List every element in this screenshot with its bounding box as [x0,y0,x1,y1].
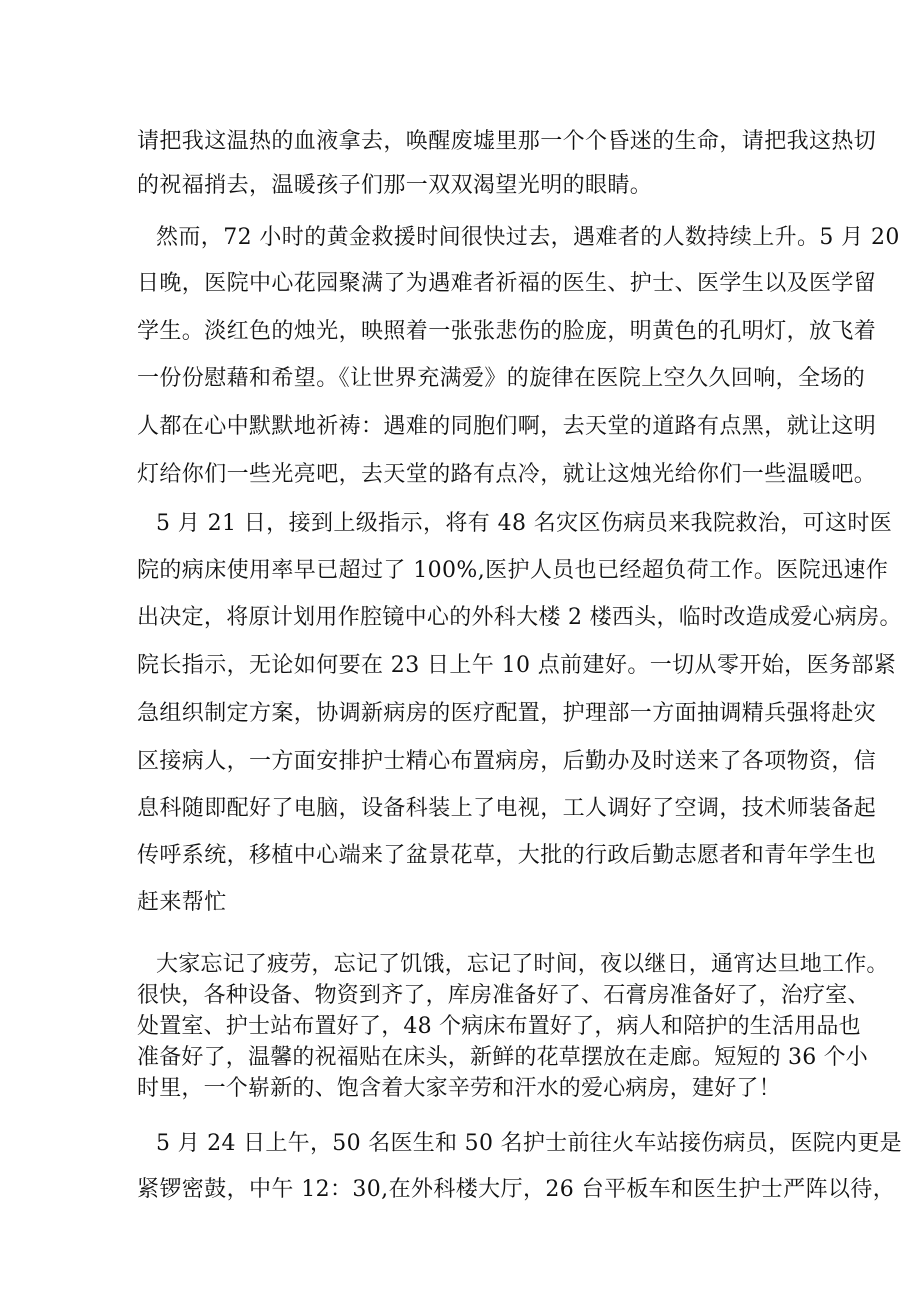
paragraph-3-line-1: 5 月 21 日，接到上级指示，将有 48 名灾区伤病员来我院救治，可这时医 [156,511,893,536]
paragraph-2-line-2: 日晚，医院中心花园聚满了为遇难者祈福的医生、护士、医学生以及医学留 [137,271,877,296]
paragraph-5-line-2: 紧锣密鼓，中午 12：30,在外科楼大厅，26 台平板车和医生护士严阵以待， [137,1177,896,1202]
paragraph-3-line-5: 急组织制定方案，协调新病房的医疗配置，护理部一方面抽调精兵强将赴灾 [137,701,877,726]
paragraph-5-line-1: 5 月 24 日上午，50 名医生和 50 名护士前往火车站接伤病员，医院内更是 [156,1131,902,1156]
paragraph-3-line-3: 出决定，将原计划用作腔镜中心的外科大楼 2 楼西头，临时改造成爱心病房。 [137,605,902,630]
paragraph-1-line-1: 请把我这温热的血液拿去，唤醒废墟里那一个个昏迷的生命，请把我这热切 [137,129,877,154]
paragraph-2-line-5: 人都在心中默默地祈祷：遇难的同胞们啊，去天堂的道路有点黑，就让这明 [137,414,877,439]
paragraph-3-line-7: 息科随即配好了电脑，设备科装上了电视，工人调好了空调，技术师装备起 [137,796,877,821]
paragraph-3-line-2: 院的病床使用率早已超过了 100%,医护人员也已经超负荷工作。医院迅速作 [137,558,889,583]
paragraph-2-line-1: 然而，72 小时的黄金救援时间很快过去，遇难者的人数持续上升。5 月 20 [156,225,900,250]
paragraph-1-line-2: 的祝福捎去，温暖孩子们那一双双渴望光明的眼睛。 [137,173,653,198]
paragraph-2-line-4: 一份份慰藉和希望。《让世界充满爱》的旋律在医院上空久久回响，全场的 [137,366,866,391]
paragraph-2-line-3: 学生。淡红色的烛光，映照着一张张悲伤的脸庞，明黄色的孔明灯，放飞着 [137,319,877,344]
paragraph-4-line-3: 处置室、护士站布置好了，48 个病床布置好了，病人和陪护的生活用品也 [137,1014,861,1039]
paragraph-3-line-4: 院长指示，无论如何要在 23 日上午 10 点前建好。一切从零开始，医务部紧 [137,653,897,678]
paragraph-4-line-5: 时里，一个崭新的、饱含着大家辛劳和汗水的爱心病房，建好了！ [137,1076,781,1101]
paragraph-3-line-9: 赶来帮忙 [137,890,227,915]
paragraph-4-line-4: 准备好了，温馨的祝福贴在床头，新鲜的花草摆放在走廊。短短的 36 个小 [137,1045,868,1070]
paragraph-4-line-2: 很快，各种设备、物资到齐了，库房准备好了、石膏房准备好了，治疗室、 [137,983,870,1008]
paragraph-4-line-1: 大家忘记了疲劳，忘记了饥饿，忘记了时间，夜以继日，通宵达旦地工作。 [156,952,889,977]
paragraph-3-line-8: 传呼系统，移植中心端来了盆景花草，大批的行政后勤志愿者和青年学生也 [137,843,877,868]
paragraph-2-line-6: 灯给你们一些光亮吧，去天堂的路有点冷，就让这烛光给你们一些温暖吧。 [137,462,877,487]
paragraph-3-line-6: 区接病人，一方面安排护士精心布置病房，后勤办及时送来了各项物资，信 [137,749,877,774]
